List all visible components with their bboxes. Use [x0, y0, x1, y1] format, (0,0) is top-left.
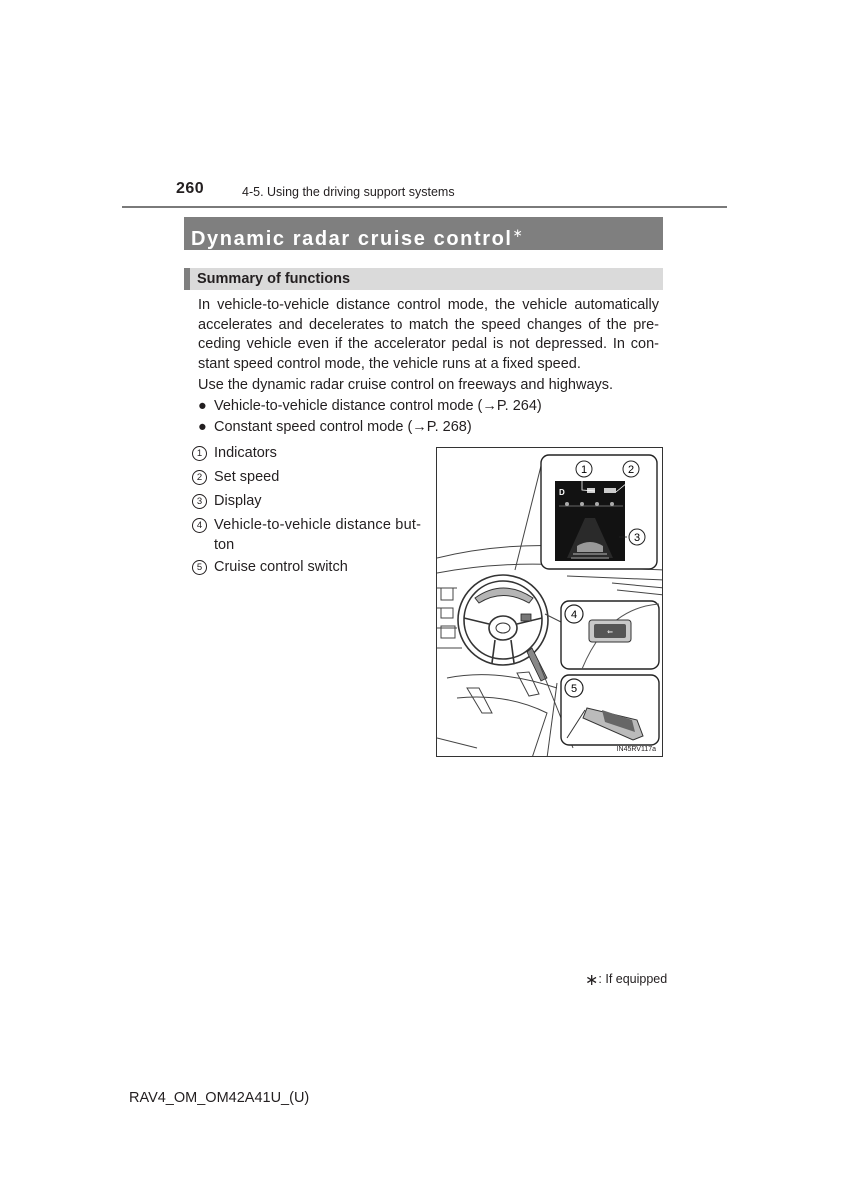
footnote-text: : If equipped: [598, 972, 668, 986]
marker-2-label: 2: [627, 464, 635, 476]
paragraph-line: accelerates and decelerates to match the speed changes of the pre-: [198, 316, 659, 333]
page-title: Dynamic radar cruise control: [191, 228, 513, 250]
callout-number-icon: 4: [192, 518, 207, 533]
bullet-link-text[interactable]: Vehicle-to-vehicle distance control mode (→P. 264): [214, 398, 542, 414]
footnote: [585, 970, 667, 990]
bullet-link-text[interactable]: Constant speed control mode (→P. 268): [214, 419, 472, 435]
figure-code: IN45RV117a: [616, 746, 656, 753]
marker-3-label: 3: [633, 532, 641, 544]
callout-label: Display: [214, 493, 262, 509]
callout-number-icon: 3: [192, 494, 207, 509]
callout-label: Indicators: [214, 445, 277, 461]
paragraph-line: In vehicle-to-vehicle distance control mode, the vehicle automatically: [198, 297, 659, 313]
cockpit-drawing: [437, 448, 663, 757]
bullet-item: [198, 397, 542, 417]
callout-number-icon: 1: [192, 446, 207, 461]
section-title: 4-5. Using the driving support systems: [242, 185, 455, 199]
marker-1-label: 1: [580, 464, 588, 476]
bullet-icon: ●: [198, 398, 207, 414]
intro-paragraph: [198, 296, 659, 374]
callout-number-icon: 5: [192, 560, 207, 575]
marker-5-label: 5: [570, 683, 578, 695]
page-number: 260: [176, 180, 205, 197]
manual-id: RAV4_OM_OM42A41U_(U): [129, 1090, 310, 1106]
callout-label: Cruise control switch: [214, 559, 348, 575]
bullet-icon: ●: [198, 419, 207, 435]
page-title-bar: [184, 217, 663, 250]
paragraph-line: stant speed control mode, the vehicle runs at a fixed speed.: [198, 355, 581, 372]
header-divider: [122, 206, 727, 208]
display-gear-label: D: [559, 488, 565, 497]
svg-text:⇐: ⇐: [607, 628, 613, 636]
paragraph-line: ceding vehicle even if the accelerator pedal is not depressed. In con-: [198, 336, 659, 352]
callout-label: Set speed: [214, 469, 280, 485]
equipped-marker: ∗: [512, 226, 523, 240]
callout-label-continued: ton: [214, 536, 235, 553]
usage-note: Use the dynamic radar cruise control on freeways and highways.: [198, 377, 614, 393]
marker-4-label: 4: [570, 609, 578, 621]
cockpit-illustration: [436, 447, 663, 757]
callout-number-icon: 2: [192, 470, 207, 485]
bullet-item: [198, 418, 472, 438]
summary-heading: Summary of functions: [184, 268, 663, 290]
footnote-star-icon: ∗: [585, 972, 599, 989]
callout-label: Vehicle-to-vehicle distance but-: [214, 517, 422, 533]
